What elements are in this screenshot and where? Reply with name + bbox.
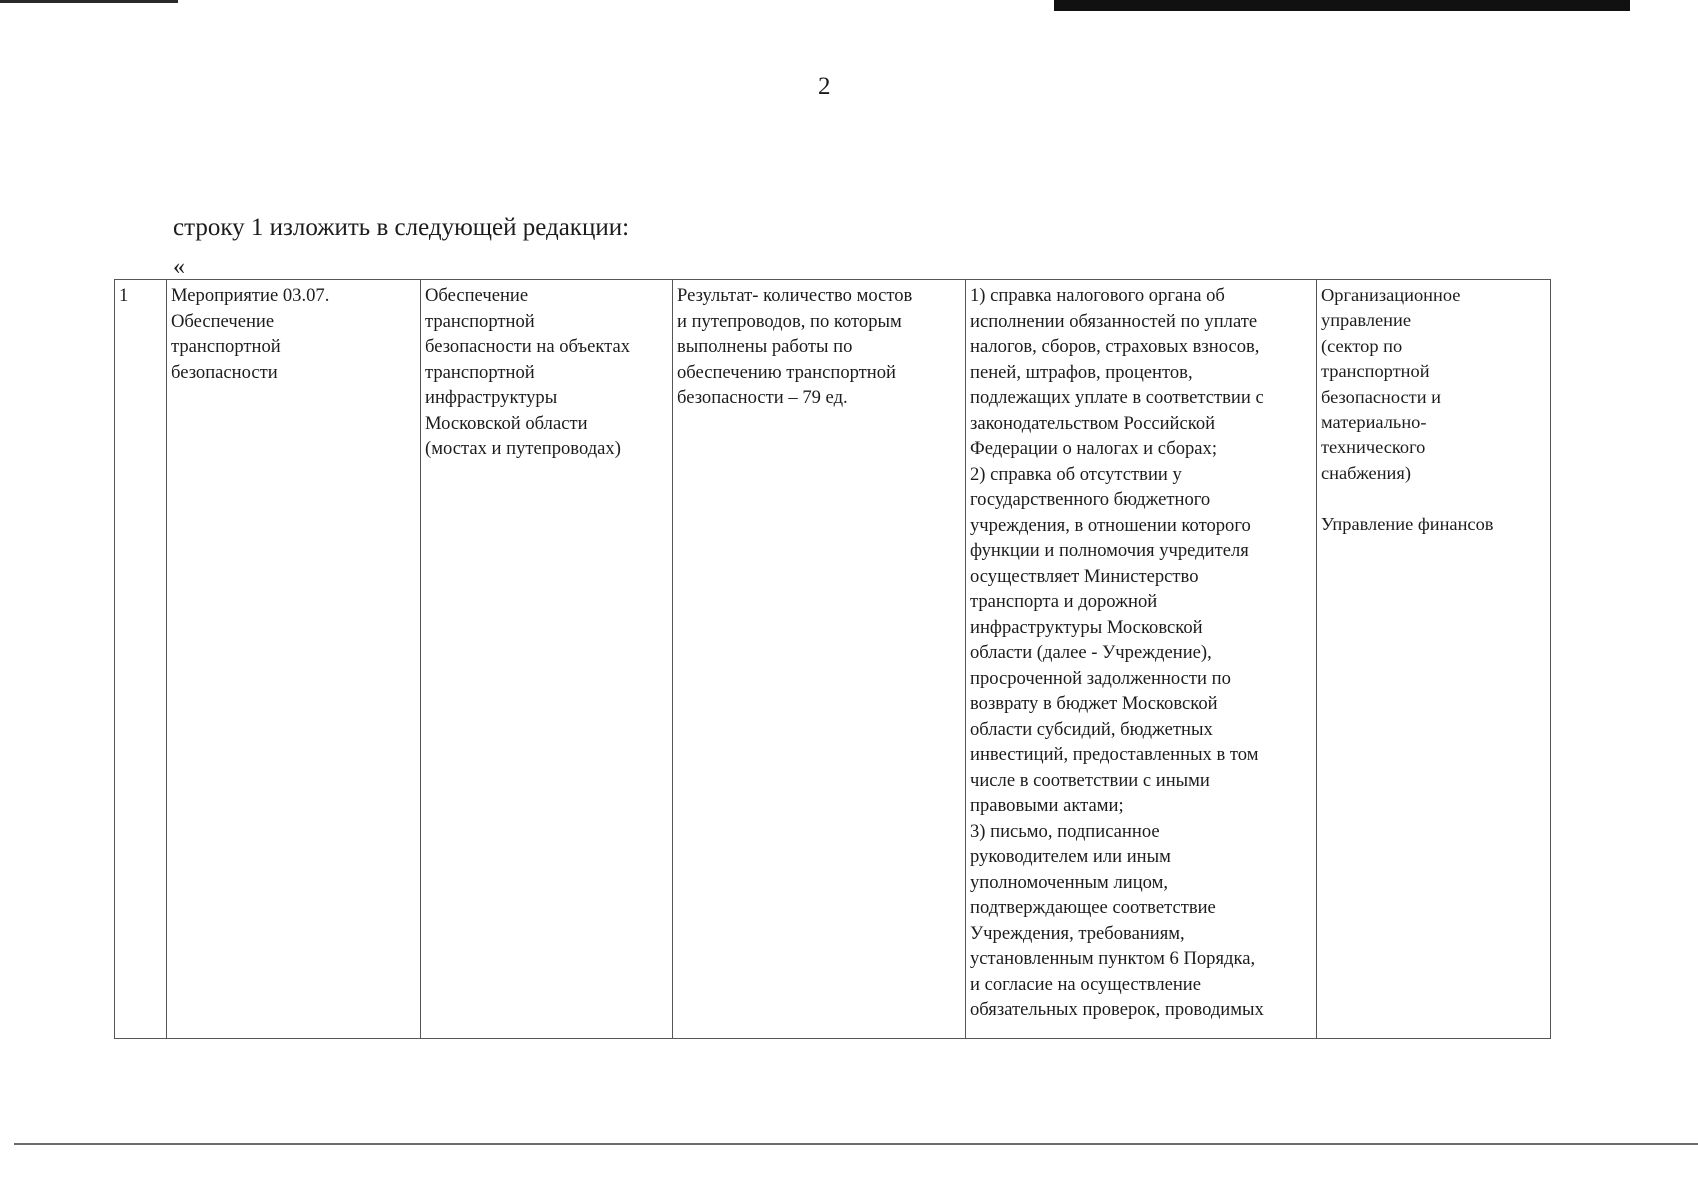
scan-edge-mark-right (1054, 0, 1630, 11)
scan-edge-mark-left (0, 0, 178, 3)
row-number-cell: 1 (115, 280, 167, 1039)
amendment-intro-text: строку 1 изложить в следующей редакции: (173, 214, 630, 241)
bottom-scan-line (14, 1143, 1698, 1145)
result-cell: Результат- количество мостов и путепроводов, по которым выполнены работы по обеспечению транспортной безопасности – 79 ед. (673, 280, 966, 1039)
event-cell: Мероприятие 03.07. Обеспечение транспортной безопасности (167, 280, 421, 1039)
amendment-table (114, 279, 1551, 1039)
page-number: 2 (818, 73, 831, 100)
description-cell: Обеспечение транспортной безопасности на объектах транспортной инфраструктуры Московской области (мостах и путепроводах) (421, 280, 673, 1039)
responsible-unit-cell: Организационное управление (сектор по транспортной безопасности и материально- технического снабжения) Управление финансов (1317, 280, 1551, 1039)
opening-quote: « (173, 254, 185, 280)
required-documents-cell: 1) справка налогового органа об исполнении обязанностей по уплате налогов, сборов, страховых взносов, пеней, штрафов, процентов, подлежащих уплате в соответствии с законодательством Российской Федерации о налогах и сборах; 2) справка об отсутствии у государственного бюджетного учреждения, в отношении которого функции и полномочия учредителя осуществляет Министерство транспорта и дорожной инфраструктуры Московской области (далее - Учреждение), просроченной задолженности по возврату в бюджет Московской области субсидий, бюджетных инвестиций, предоставленных в том числе в соответствии с иными правовыми актами; 3) письмо, подписанное руководителем или иным уполномоченным лицом, подтверждающее соответствие Учреждения, требованиям, установленным пунктом 6 Порядка, и согласие на осуществление обязательных проверок, проводимых (966, 280, 1317, 1039)
table-row (115, 280, 1551, 1039)
